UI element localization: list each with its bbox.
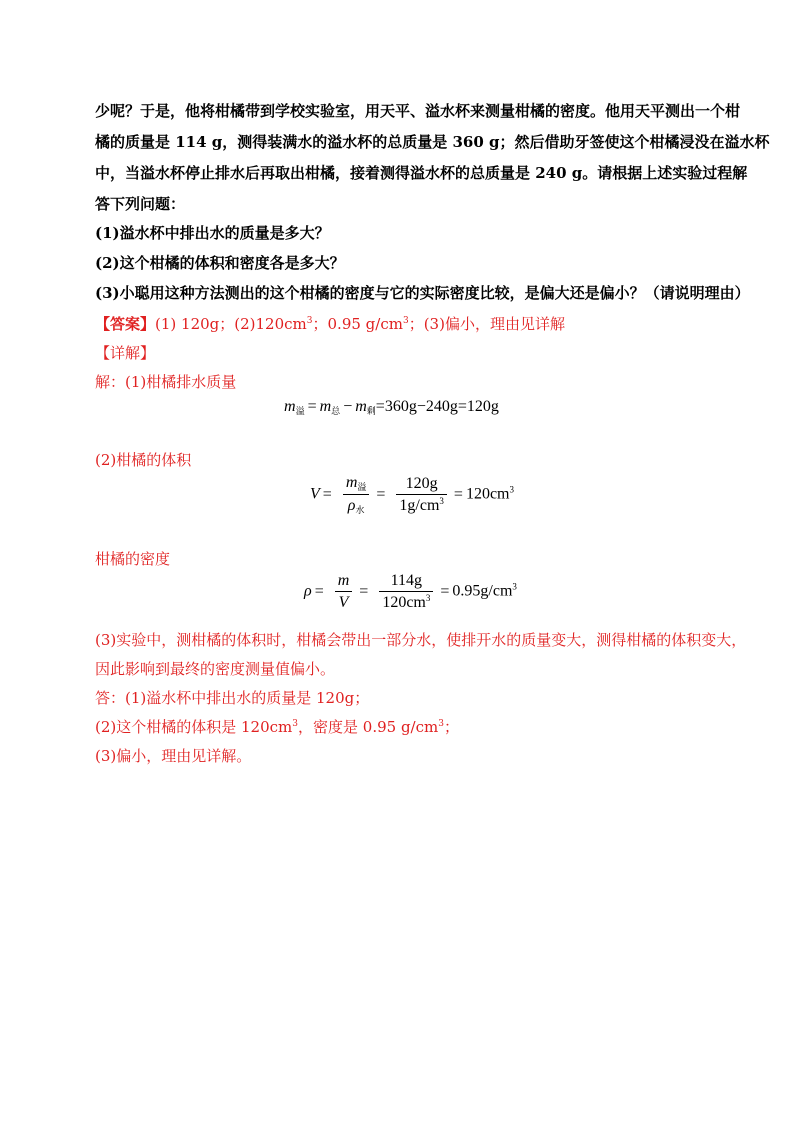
problem-line-2: 橘的质量是 114 g，测得装满水的溢水杯的总质量是 360 g；然后借助牙签使这个柑橘浸没在溢水杯 [95,133,770,151]
final-answer-1: 答：(1)溢水杯中排出水的质量是 120g； [95,689,370,707]
final-answer-3: (3)偏小，理由见详解。 [95,747,252,765]
f3-eq3: = [440,582,450,600]
solution-step-1: 解：(1)柑橘排水质量 [95,373,237,391]
f3-fraction-2 [379,572,433,612]
problem-line-3: 中，当溢水杯停止排水后再取出柑橘，接着测得溢水杯的总质量是 240 g。请根据上述实验过程解 [95,164,748,182]
f2-fraction-1 [343,474,370,516]
answer-tag: 【答案】 [95,315,156,333]
question-2: (2)这个柑橘的体积和密度各是多大？ [95,254,345,272]
formula-overflow-mass [284,398,499,417]
detail-tag: 【详解】 [95,344,156,362]
problem-line-1: 少呢？于是，他将柑橘带到学校实验室，用天平、溢水杯来测量柑橘的密度。他用天平测出一个柑 [95,102,741,120]
answer-line [95,314,565,334]
answer-sup-b: 3 [402,316,409,326]
f3-rhs: 0.95g/cm [452,582,513,600]
f3-lhs: ρ [304,582,312,600]
f3-num2: 114g [379,572,433,592]
answer-text-c: ；(3)偏小，理由见详解 [408,315,565,333]
solution-step-5: 因此影响到最终的密度测量值偏小。 [95,660,336,678]
f2-rhs-sup: 3 [509,484,514,495]
f2-rhs: 120cm [465,485,510,503]
solution-step-3: 柑橘的密度 [95,550,171,568]
f3-eq2: = [359,582,369,600]
final-answer-2-sup2: 3 [438,719,444,729]
f1-m2: m [319,398,332,415]
final-answer-2-b: ，密度是 0.95 g/cm [298,718,439,736]
f1-sub-total: 总 [331,407,341,417]
f1-m3: m [355,398,367,415]
final-answer-2-a: (2)这个柑橘的体积是 120cm [95,718,293,736]
f2-lhs: V [310,485,320,503]
answer-sup-a: 3 [306,316,313,326]
f1-sub-overflow: 溢 [295,407,305,417]
answer-text-a: (1) 120g；(2)120cm [155,315,307,333]
f2-eq1: = [322,485,332,503]
f3-den1: V [338,594,349,611]
formula-volume [310,474,514,516]
f3-den2-sup: 3 [425,593,431,603]
f2-eq2: = [376,485,386,503]
f2-num1: m [345,474,358,491]
f2-den2: 1g/cm [399,497,440,514]
f2-den2-sup: 3 [439,496,444,506]
f2-num1-sub: 溢 [357,483,367,493]
f2-num2: 120g [396,475,447,495]
solution-step-4: (3)实验中，测柑橘的体积时，柑橘会带出一部分水，使排开水的质量变大，测得柑橘的体积变大， [95,631,747,649]
f2-eq3: = [453,485,463,503]
question-3: (3)小聪用这种方法测出的这个柑橘的密度与它的实际密度比较，是偏大还是偏小？（请说明理由） [95,284,750,302]
final-answer-2-sup1: 3 [292,719,299,729]
answer-text-b: ；0.95 g/cm [312,315,403,333]
final-answer-2-c: ； [443,718,459,736]
f1-eq: = [307,398,317,415]
problem-line-4: 答下列问题： [95,195,186,213]
f2-den1-sub: 水 [355,506,365,516]
f3-rhs-sup: 3 [512,581,517,592]
f2-den1: ρ [347,497,356,514]
f1-minus: − [343,398,353,415]
f3-num1: m [335,572,353,592]
f1-rhs: =360g−240g=120g [375,398,499,415]
f2-fraction-2 [396,475,447,515]
f1-sub-remain: 剩 [366,407,376,417]
f3-den2: 120cm [382,594,426,611]
formula-density [304,572,517,612]
f1-m1: m [284,398,296,415]
solution-step-2: (2)柑橘的体积 [95,451,192,469]
final-answer-2 [95,717,459,737]
question-1: (1)溢水杯中排出水的质量是多大？ [95,224,330,242]
f3-fraction-1 [335,572,353,612]
f3-eq1: = [314,582,324,600]
